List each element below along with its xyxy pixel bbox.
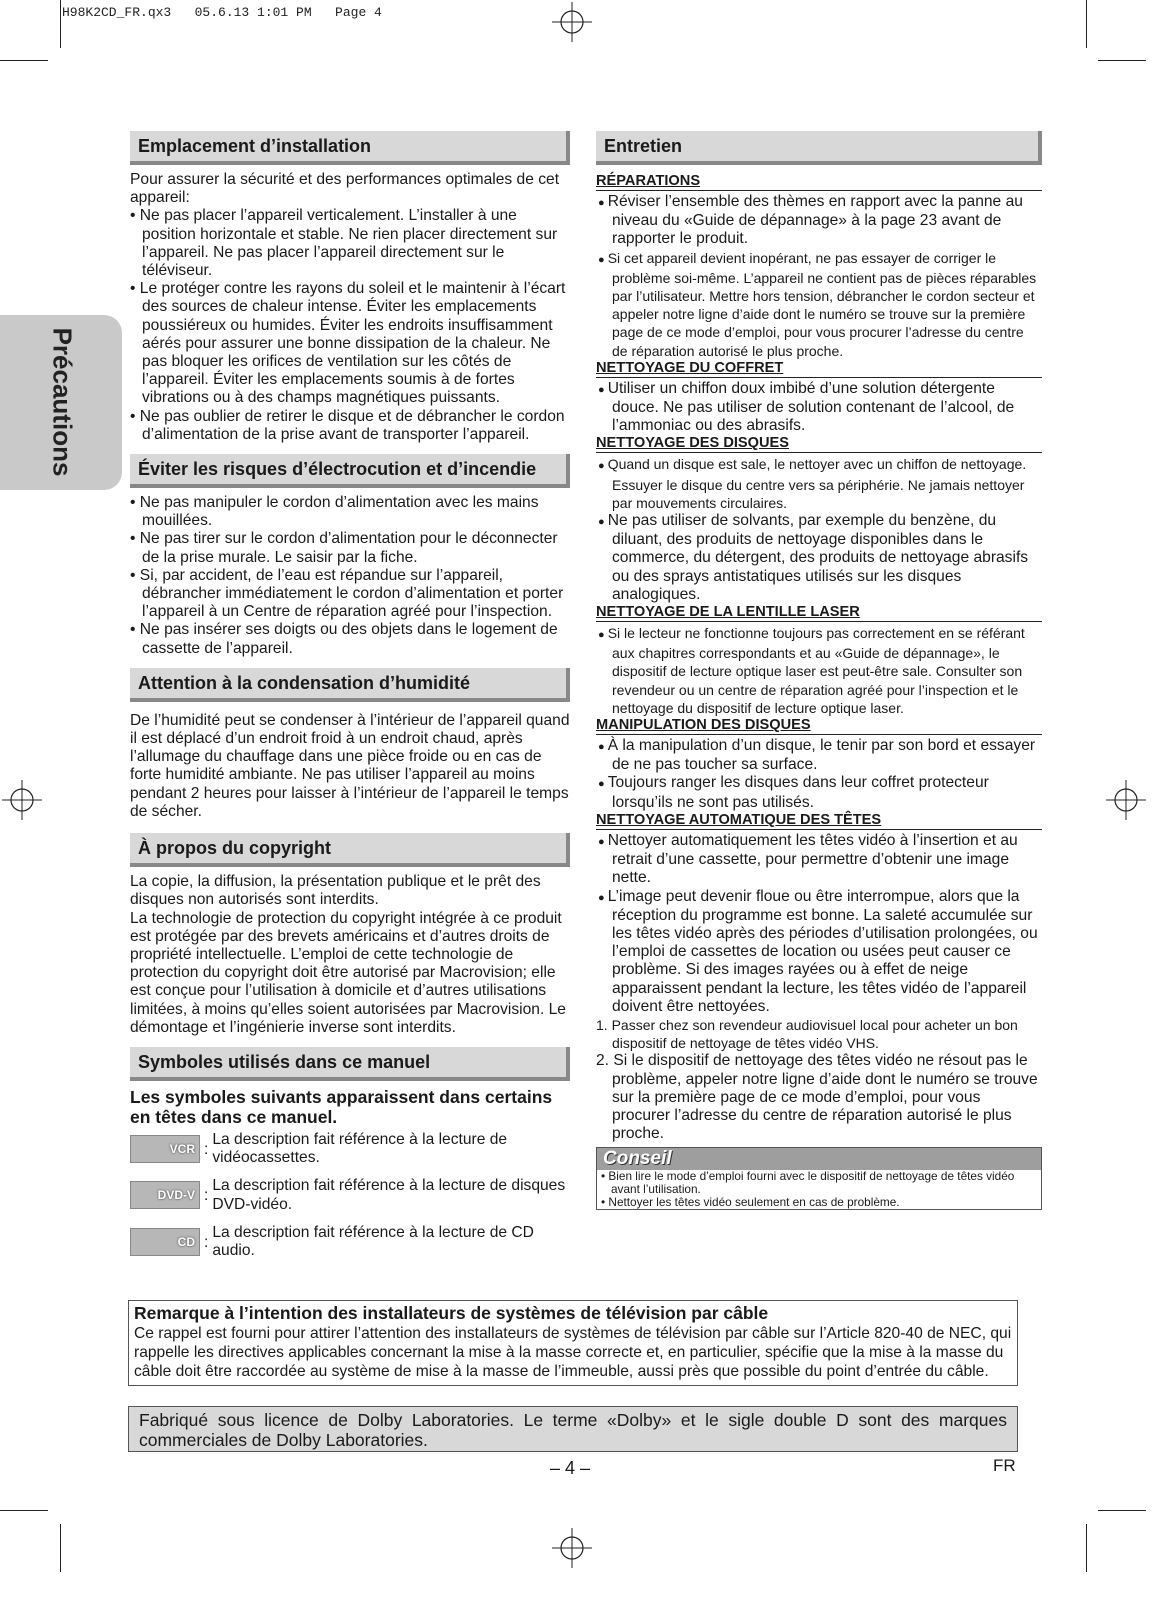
humidity-text: De l’humidité peut se condenser à l’intérieur de l’appareil quand il est déplacé d’un endroit froid à un endroit chaud, après l’allumage du chauffage dans une pièce froide ou en cas de forte humidité ambiante. Ne pas utiliser l’appareil au moins pendant 2 heures pour laisser à l’intérieur de l’appareil le temps de sécher. xyxy=(130,711,570,820)
subheading-handling: MANIPULATION DES DISQUES xyxy=(596,717,1042,735)
subheading-cabinet: NETTOYAGE DU COFFRET xyxy=(596,360,1042,378)
crop-mark xyxy=(1098,1510,1146,1511)
registration-mark-icon xyxy=(1106,780,1146,820)
list-item: • Ne pas oublier de retirer le disque et de débrancher le cordon d’alimentation de la prise avant de transporter l’appareil. xyxy=(130,408,570,444)
list-item: • Ne pas manipuler le cordon d’alimentation avec les mains mouillées. xyxy=(130,494,570,530)
tip-title: Conseil xyxy=(597,1148,1041,1170)
list-item: • Ne pas placer l’appareil verticalement. L’installer à une position horizontale et stable. Ne rien placer directement sur l’appareil. Ne pas placer l’appareil directement sur le téléviseur. xyxy=(130,207,570,280)
list-item: ● L’image peut devenir floue ou être interrompue, alors que la réception du programme est bonne. La saleté accumulée sur les têtes vidéo après des périodes d’utilisation prolongées, ou l’emploi de cassettes de location ou usées peut causer ce problème. Si des images rayées ou à effet de neige apparaissent pendant la lecture, les têtes vidéo de l’appareil doivent être nettoyées. xyxy=(596,888,1042,1016)
cable-note-text: Ce rappel est fourni pour attirer l’attention des installateurs de systèmes de télévision par câble sur l’Article 820-40 de NEC, qui rappelle les directives applicables concernant la mise à la masse correcte et, en particulier, spécifie que la mise à la masse du câble doit être raccordée au système de mise à la masse de l’immeuble, aussi près que possible du point d’entrée du câble. xyxy=(134,1325,1012,1380)
registration-mark-icon xyxy=(2,780,42,820)
registration-mark-icon xyxy=(552,1528,592,1568)
vcr-icon: VCR xyxy=(130,1135,200,1163)
copyright-text-2: La technologie de protection du copyright intégrée à ce produit est protégée par des brevets américains et d’autres droits de propriété intellectuelle. L’emploi de cette technologie de protection du copyright doit être autorisé par Macrovision; elle est conçue pour l’utilisation à domicile et d’autres utilisations limitées, à moins qu’elles soient autorisées par Macrovision. Le démontage et l’ingénierie inverse sont interdits. xyxy=(130,909,566,1036)
section-header-humidity: Attention à la condensation d’humidité xyxy=(130,668,570,702)
cable-note-title: Remarque à l’intention des installateurs de systèmes de télévision par câble xyxy=(134,1303,769,1323)
symbol-description: La description fait référence à la lecture de vidéocassettes. xyxy=(212,1130,508,1167)
list-item: • Le protéger contre les rayons du soleil et le maintenir à l’écart des sources de chaleur intense. Éviter les emplacements poussiéreux ou humides. Éviter les endroits insuffisamment aérés pour assurer une bonne dissipation de la chaleur. Ne pas bloquer les orifices de ventilation sur les côtés de l’appareil. Éviter les emplacements soumis à de fortes vibrations ou à des champs magnétiques puissants. xyxy=(130,280,570,407)
left-column xyxy=(130,131,570,1270)
section-header-installation: Emplacement d’installation xyxy=(130,131,570,165)
symbols-intro: Les symboles suivants apparaissent dans certains en têtes dans ce manuel. xyxy=(130,1086,553,1127)
list-item: ● Si le lecteur ne fonctionne toujours pas correctement en se référant aux chapitres correspondants et au «Guide de dépannage», le dispositif de lecture optique laser est peut-être sale. Consulter son revendeur ou un centre de réparation agréé pour l’inspection et le nettoyage du dispositif de lecture optique laser. xyxy=(596,624,1042,717)
list-item: ● Si cet appareil devient inopérant, ne pas essayer de corriger le problème soi-même. L’appareil ne contient pas de pièces réparables par l’utilisateur. Mettre hors tension, débrancher le cordon secteur et appeler notre ligne d’aide dont le numéro se trouve sur la première page de ce mode d’emploi, pour vous procurer l’adresse du centre de réparation autorisé le plus proche. xyxy=(596,249,1042,360)
list-item: ● Nettoyer automatiquement les têtes vidéo à l’insertion et au retrait d’une cassette, pour permettre d’obtenir une image nette. xyxy=(596,832,1042,888)
list-item: ● Quand un disque est sale, le nettoyer avec un chiffon de nettoyage. Essuyer le disque du centre vers sa périphérie. Ne jamais nettoyer par mouvements circulaires. xyxy=(596,455,1042,512)
cd-icon: CD xyxy=(130,1228,200,1256)
installation-intro: Pour assurer la sécurité et des performances optimales de cet appareil: xyxy=(130,171,560,207)
tip-item: • Nettoyer les têtes vidéo seulement en cas de problème. xyxy=(597,1196,1041,1209)
right-column xyxy=(596,131,1042,1210)
crop-mark xyxy=(60,1524,61,1572)
registration-mark-icon xyxy=(552,2,592,42)
tip-item: • Bien lire le mode d’emploi fourni avec le dispositif de nettoyage de têtes vidéo avant l’utilisation. xyxy=(597,1170,1041,1196)
section-header-maintenance: Entretien xyxy=(596,131,1042,165)
subheading-laser: NETTOYAGE DE LA LENTILLE LASER xyxy=(596,604,1042,622)
symbol-description: La description fait référence à la lecture de CD audio. xyxy=(212,1223,534,1259)
cable-installer-note xyxy=(128,1300,1018,1386)
list-item: ● Réviser l’ensemble des thèmes en rapport avec la panne au niveau du «Guide de dépannage» à la page 23 avant de rapporter le produit. xyxy=(596,193,1042,249)
section-header-symbols: Symboles utilisés dans ce manuel xyxy=(130,1047,570,1081)
symbol-row-dvd xyxy=(130,1177,570,1213)
list-item: ● Utiliser un chiffon doux imbibé d’une solution détergente douce. Ne pas utiliser de solution contenant de l’alcool, de l’ammoniac ou des abrasifs. xyxy=(596,380,1042,436)
symbol-separator: : xyxy=(204,1140,209,1158)
language-code: FR xyxy=(993,1456,1016,1475)
crop-mark xyxy=(60,0,61,48)
page-number: – 4 – xyxy=(550,1458,591,1478)
crop-mark xyxy=(1086,1524,1087,1572)
tip-box xyxy=(596,1147,1042,1210)
list-item: • Ne pas insérer ses doigts ou des objets dans le logement de cassette de l’appareil. xyxy=(130,621,570,657)
side-tab-label: Précautions xyxy=(47,327,78,477)
list-item: • Ne pas tirer sur le cordon d’alimentation pour le déconnecter de la prise murale. Le saisir par la fiche. xyxy=(130,530,570,566)
symbol-row-cd xyxy=(130,1224,570,1260)
symbol-separator: : xyxy=(204,1187,209,1205)
dolby-notice: Fabriqué sous licence de Dolby Laboratories. Le terme «Dolby» et le sigle double D sont des marques commerciales de Dolby Laboratories. xyxy=(128,1406,1018,1452)
symbol-row-vcr xyxy=(130,1131,570,1167)
crop-mark xyxy=(0,1510,48,1511)
section-header-electrocution: Éviter les risques d’électrocution et d’incendie xyxy=(130,454,570,488)
subheading-discs: NETTOYAGE DES DISQUES xyxy=(596,435,1042,453)
crop-mark xyxy=(1086,0,1087,48)
list-item: • Si, par accident, de l’eau est répandue sur l’appareil, débrancher immédiatement le cordon d’alimentation et porter l’appareil à un Centre de réparation agréé pour l’inspection. xyxy=(130,567,570,622)
crop-mark xyxy=(1098,60,1146,61)
numbered-step: 1. Passer chez son revendeur audiovisuel local pour acheter un bon dispositif de nettoyage de têtes vidéo VHS. xyxy=(596,1016,1018,1052)
symbol-separator: : xyxy=(204,1233,209,1251)
section-header-copyright: À propos du copyright xyxy=(130,833,570,867)
numbered-step: 2. Si le dispositif de nettoyage des têtes vidéo ne résout pas le problème, appeler notre ligne d’aide dont le numéro se trouve sur la première page de ce mode d’emploi, pour vous procurer l’adresse du centre de réparation autorisé le plus proche. xyxy=(596,1052,1038,1143)
file-slug: H98K2CD_FR.qx3 05.6.13 1:01 PM Page 4 xyxy=(62,5,382,20)
subheading-heads: NETTOYAGE AUTOMATIQUE DES TÊTES xyxy=(596,812,1042,830)
list-item: ● Ne pas utiliser de solvants, par exemple du benzène, du diluant, des produits de nettoyage disponibles dans le commerce, du détergent, des produits de nettoyage abrasifs ou des sprays antistatiques utilisés sur les disques analogiques. xyxy=(596,512,1042,604)
copyright-text-1: La copie, la diffusion, la présentation publique et le prêt des disques non autorisés sont interdits. xyxy=(130,873,541,909)
crop-mark xyxy=(0,60,48,61)
list-item: ● Toujours ranger les disques dans leur coffret protecteur lorsqu’ils ne sont pas utilisés. xyxy=(596,774,1042,811)
symbol-description: La description fait référence à la lecture de disques DVD-vidéo. xyxy=(212,1177,566,1213)
dvd-video-icon: DVD-V xyxy=(130,1181,200,1209)
list-item: ● À la manipulation d’un disque, le tenir par son bord et essayer de ne pas toucher sa surface. xyxy=(596,737,1042,774)
subheading-repairs: RÉPARATIONS xyxy=(596,173,1042,191)
